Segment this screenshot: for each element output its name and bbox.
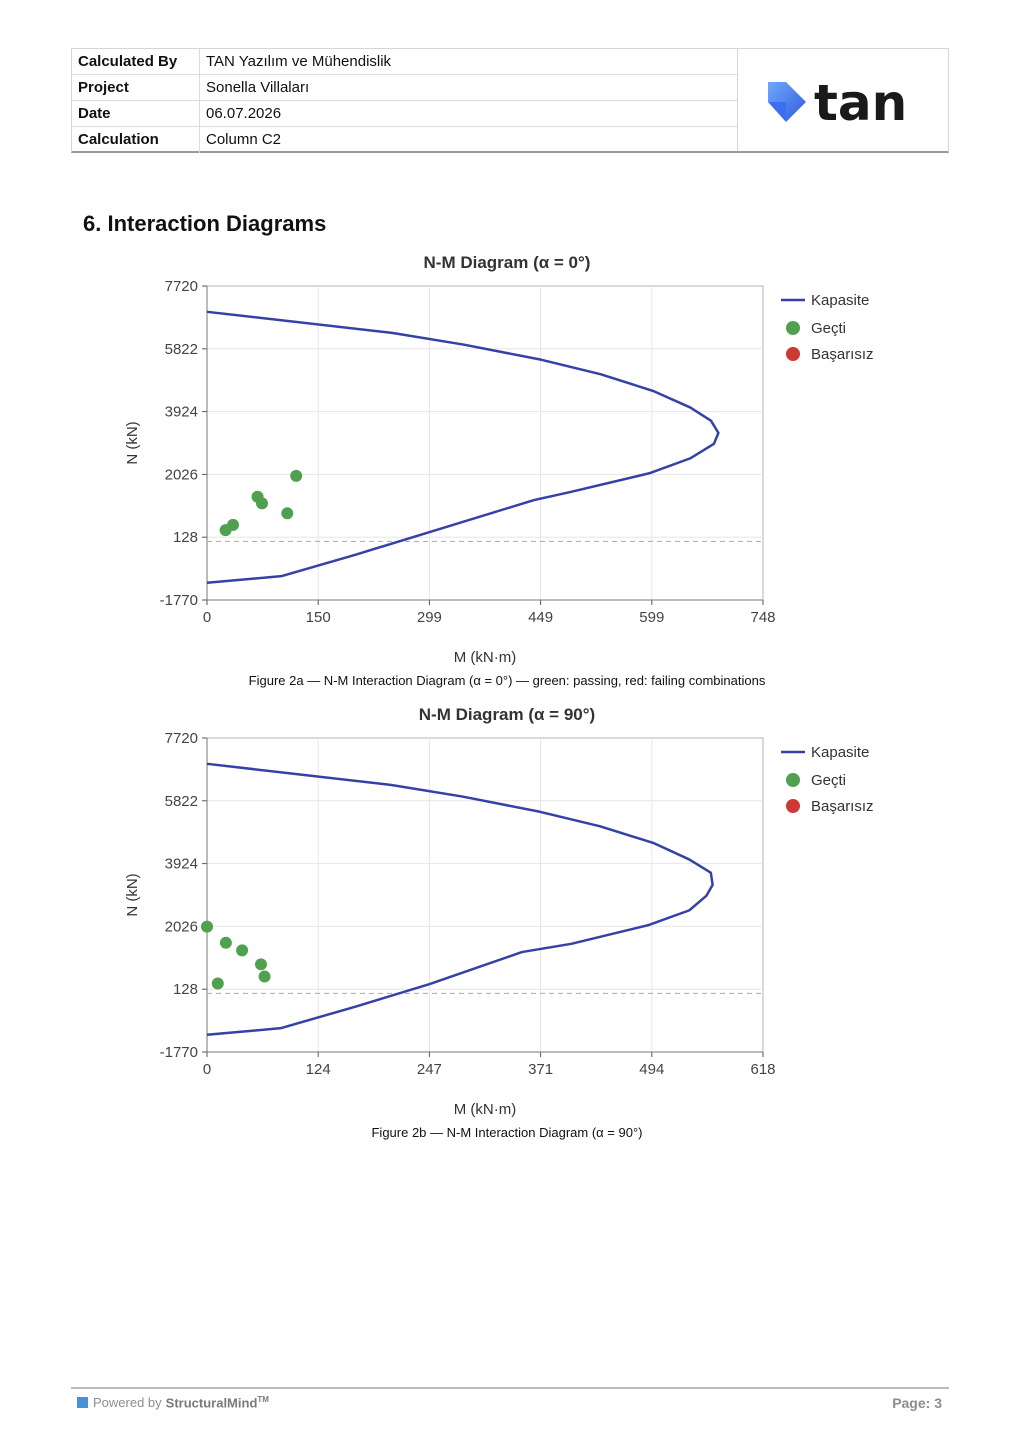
legend-marker-pass	[786, 321, 800, 335]
passing-point	[220, 937, 232, 949]
x-tick-label: 494	[639, 1061, 665, 1078]
passing-point	[255, 958, 267, 970]
header-label: Date	[72, 101, 200, 126]
page-number: Page: 3	[892, 1395, 942, 1411]
y-tick-label: 3924	[164, 855, 198, 873]
header-row-calculated-by	[72, 49, 737, 75]
figure-caption: Figure 2a — N-M Interaction Diagram (α = 0°) — green: passing, red: failing combinations	[248, 673, 766, 688]
y-tick-label: 5822	[164, 792, 198, 810]
header-label: Calculation	[72, 127, 200, 153]
tan-logo-icon	[758, 70, 928, 130]
y-axis-label: N (kN)	[124, 873, 141, 917]
passing-point	[256, 497, 268, 509]
header-row-project	[72, 75, 737, 101]
legend-marker-fail	[786, 799, 800, 813]
legend-label-fail: Başarısız	[811, 346, 874, 363]
plot-frame	[207, 286, 763, 600]
x-axis-label: M (kN·m)	[453, 1101, 517, 1118]
nm-diagram-alpha-90	[0, 722, 1014, 1122]
y-tick-label: 128	[172, 529, 198, 547]
y-tick-label: 5822	[164, 340, 198, 358]
y-tick-label: 128	[172, 981, 198, 999]
passing-point	[236, 944, 248, 956]
x-tick-label: 371	[528, 1061, 554, 1078]
logo-text: tan	[814, 74, 908, 130]
section-title: 6. Interaction Diagrams	[83, 211, 327, 236]
y-tick-label: 3924	[164, 403, 198, 421]
passing-point	[290, 470, 302, 482]
y-tick-label: 2026	[164, 918, 198, 936]
header-row-date	[72, 101, 737, 127]
header-label: Calculated By	[72, 49, 200, 74]
header-row-calculation	[72, 127, 737, 153]
x-tick-label: 299	[416, 609, 442, 626]
x-tick-label: 247	[416, 1061, 442, 1078]
header-value: Column C2	[206, 131, 282, 148]
trademark: TM	[257, 1395, 269, 1404]
capacity-curve	[207, 312, 718, 583]
plot-frame	[207, 738, 763, 1052]
x-tick-label: 599	[639, 609, 665, 626]
passing-point	[259, 971, 271, 983]
passing-point	[227, 519, 239, 531]
x-tick-label: 618	[750, 1061, 776, 1078]
passing-point	[212, 978, 224, 990]
footer-divider	[71, 1387, 949, 1389]
x-tick-label: 0	[202, 1061, 212, 1078]
figure-caption: Figure 2b — N-M Interaction Diagram (α = 90°)	[371, 1125, 643, 1140]
x-tick-label: 124	[305, 1061, 331, 1078]
x-axis-label: M (kN·m)	[453, 649, 517, 666]
legend-label-pass: Geçti	[811, 320, 847, 337]
legend-label-fail: Başarısız	[811, 798, 874, 815]
y-tick-label: 2026	[164, 466, 198, 484]
y-axis-label: N (kN)	[124, 421, 141, 465]
legend-label-capacity: Kapasite	[811, 292, 870, 309]
x-tick-label: 449	[528, 609, 554, 626]
header-label: Project	[72, 75, 200, 100]
chart-title: N-M Diagram (α = 0°)	[423, 253, 591, 272]
company-logo	[738, 49, 948, 151]
capacity-curve	[207, 764, 713, 1035]
header-value: Sonella Villaları	[206, 79, 310, 96]
x-tick-label: 748	[750, 609, 776, 626]
header-value: 06.07.2026	[206, 105, 282, 122]
passing-point	[281, 507, 293, 519]
footer-branding	[77, 1395, 269, 1410]
brand-name	[166, 1395, 269, 1410]
nm-diagram-alpha-0	[0, 270, 1014, 670]
brand-square-icon	[77, 1397, 88, 1408]
y-tick-label: -1770	[159, 1044, 198, 1061]
legend-marker-fail	[786, 347, 800, 361]
header-value: TAN Yazılım ve Mühendislik	[206, 53, 392, 70]
legend-label-capacity: Kapasite	[811, 744, 870, 761]
y-tick-label: 7720	[164, 730, 198, 747]
chart-title: N-M Diagram (α = 90°)	[418, 705, 596, 724]
legend-label-pass: Geçti	[811, 772, 847, 789]
x-tick-label: 150	[305, 609, 331, 626]
powered-by-text: Powered by	[93, 1395, 162, 1411]
y-tick-label: 7720	[164, 278, 198, 295]
y-tick-label: -1770	[159, 592, 198, 609]
passing-point	[201, 921, 213, 933]
x-tick-label: 0	[202, 609, 212, 626]
report-header	[71, 48, 949, 153]
brand-name-text: StructuralMind	[165, 1395, 258, 1411]
legend-marker-pass	[786, 773, 800, 787]
header-info-table	[72, 49, 738, 151]
